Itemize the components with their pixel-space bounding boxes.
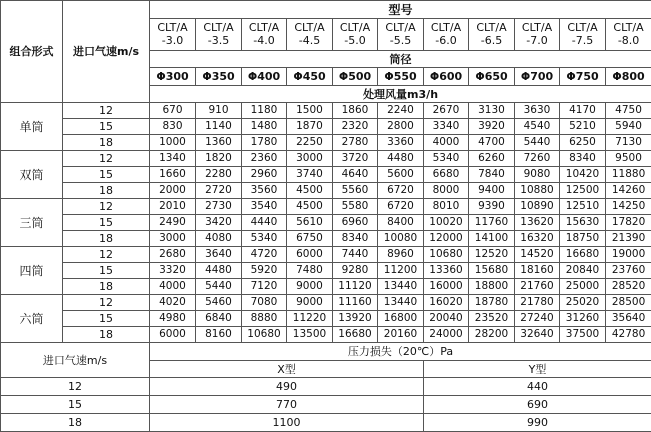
airflow-cell: 13440 <box>378 295 424 311</box>
airflow-cell: 19000 <box>606 247 651 263</box>
diameter-cell: Φ350 <box>196 68 242 86</box>
airflow-cell: 7080 <box>242 295 287 311</box>
airflow-cell: 20040 <box>424 311 469 327</box>
airflow-cell: 1500 <box>287 103 333 119</box>
model-line2: -8.0 <box>618 34 639 47</box>
airflow-cell: 7120 <box>242 279 287 295</box>
model-header-cell <box>560 19 606 51</box>
header-combination: 组合形式 <box>1 1 63 103</box>
model-header-cell <box>150 19 196 51</box>
airflow-cell: 4440 <box>242 215 287 231</box>
model-line1: CLT/A <box>385 21 415 34</box>
airflow-cell: 13620 <box>515 215 560 231</box>
x-type-header: X型 <box>150 361 424 378</box>
airflow-cell: 2730 <box>196 199 242 215</box>
airflow-cell: 9500 <box>606 151 651 167</box>
speed-cell: 12 <box>63 295 150 311</box>
group-name-cell: 双筒 <box>1 151 63 199</box>
airflow-cell: 10880 <box>515 183 560 199</box>
airflow-cell: 42780 <box>606 327 651 343</box>
diameter-cell: Φ600 <box>424 68 469 86</box>
speed-cell: 12 <box>63 103 150 119</box>
airflow-cell: 10020 <box>424 215 469 231</box>
airflow-cell: 3340 <box>424 119 469 135</box>
pressure-x-cell: 1100 <box>150 414 424 432</box>
airflow-cell: 2360 <box>242 151 287 167</box>
header-inlet-speed: 进口气速m/s <box>63 1 150 103</box>
airflow-cell: 6750 <box>287 231 333 247</box>
speed-cell: 15 <box>63 215 150 231</box>
table-row <box>1 263 651 279</box>
model-line1: CLT/A <box>203 21 233 34</box>
speed-cell: 18 <box>63 183 150 199</box>
airflow-cell: 2010 <box>150 199 196 215</box>
airflow-cell: 13920 <box>333 311 378 327</box>
airflow-cell: 5340 <box>424 151 469 167</box>
speed-cell: 12 <box>63 151 150 167</box>
table-row <box>1 215 651 231</box>
airflow-cell: 25020 <box>560 295 606 311</box>
model-line1: CLT/A <box>340 21 370 34</box>
airflow-cell: 9390 <box>469 199 515 215</box>
airflow-cell: 13500 <box>287 327 333 343</box>
airflow-cell: 10080 <box>378 231 424 247</box>
airflow-cell: 10890 <box>515 199 560 215</box>
airflow-cell: 9400 <box>469 183 515 199</box>
airflow-cell: 2800 <box>378 119 424 135</box>
airflow-cell: 5440 <box>515 135 560 151</box>
airflow-cell: 27240 <box>515 311 560 327</box>
airflow-cell: 3420 <box>196 215 242 231</box>
model-line2: -4.5 <box>299 34 320 47</box>
diameter-cell: Φ450 <box>287 68 333 86</box>
model-header-cell <box>287 19 333 51</box>
airflow-cell: 1180 <box>242 103 287 119</box>
model-header-cell <box>606 19 651 51</box>
model-line1: CLT/A <box>249 21 279 34</box>
airflow-cell: 16020 <box>424 295 469 311</box>
airflow-cell: 9280 <box>333 263 378 279</box>
airflow-cell: 5580 <box>333 199 378 215</box>
airflow-cell: 24000 <box>424 327 469 343</box>
speed-cell: 18 <box>63 279 150 295</box>
diameter-cell: Φ800 <box>606 68 651 86</box>
airflow-cell: 3630 <box>515 103 560 119</box>
airflow-cell: 6250 <box>560 135 606 151</box>
airflow-cell: 8960 <box>378 247 424 263</box>
airflow-cell: 2000 <box>150 183 196 199</box>
diameter-cell: Φ400 <box>242 68 287 86</box>
diameter-cell: Φ500 <box>333 68 378 86</box>
diameter-cell: Φ300 <box>150 68 196 86</box>
airflow-cell: 12510 <box>560 199 606 215</box>
airflow-cell: 5600 <box>378 167 424 183</box>
airflow-cell: 9000 <box>287 279 333 295</box>
table-row <box>1 151 651 167</box>
speed-cell: 18 <box>63 135 150 151</box>
airflow-cell: 830 <box>150 119 196 135</box>
pressure-inlet-header: 进口气速m/s <box>1 343 150 378</box>
airflow-cell: 5460 <box>196 295 242 311</box>
airflow-cell: 28500 <box>606 295 651 311</box>
airflow-cell: 2280 <box>196 167 242 183</box>
table-row <box>1 311 651 327</box>
model-line1: CLT/A <box>294 21 324 34</box>
pressure-y-cell: 440 <box>424 378 651 396</box>
airflow-cell: 18160 <box>515 263 560 279</box>
airflow-cell: 16000 <box>424 279 469 295</box>
airflow-cell: 14250 <box>606 199 651 215</box>
airflow-cell: 1000 <box>150 135 196 151</box>
speed-cell: 12 <box>63 247 150 263</box>
airflow-cell: 13440 <box>378 279 424 295</box>
airflow-cell: 16680 <box>333 327 378 343</box>
model-header-cell <box>378 19 424 51</box>
airflow-cell: 6720 <box>378 183 424 199</box>
y-type-header: Y型 <box>424 361 651 378</box>
model-line2: -5.5 <box>390 34 411 47</box>
airflow-cell: 5560 <box>333 183 378 199</box>
pressure-y-cell: 690 <box>424 396 651 414</box>
model-line1: CLT/A <box>613 21 643 34</box>
airflow-cell: 21760 <box>515 279 560 295</box>
airflow-cell: 6840 <box>196 311 242 327</box>
airflow-cell: 25000 <box>560 279 606 295</box>
airflow-cell: 2720 <box>196 183 242 199</box>
airflow-cell: 21390 <box>606 231 651 247</box>
table-row <box>1 327 651 343</box>
airflow-cell: 5340 <box>242 231 287 247</box>
model-line2: -7.5 <box>572 34 593 47</box>
airflow-cell: 1870 <box>287 119 333 135</box>
airflow-cell: 2670 <box>424 103 469 119</box>
pressure-row <box>1 396 651 414</box>
airflow-cell: 21780 <box>515 295 560 311</box>
airflow-cell: 4640 <box>333 167 378 183</box>
airflow-cell: 4020 <box>150 295 196 311</box>
pressure-speed-cell: 15 <box>1 396 150 414</box>
airflow-cell: 4480 <box>196 263 242 279</box>
airflow-cell: 28520 <box>606 279 651 295</box>
airflow-cell: 10680 <box>424 247 469 263</box>
airflow-cell: 3740 <box>287 167 333 183</box>
airflow-cell: 11120 <box>333 279 378 295</box>
airflow-cell: 35640 <box>606 311 651 327</box>
airflow-cell: 7840 <box>469 167 515 183</box>
model-header-cell <box>469 19 515 51</box>
airflow-cell: 8000 <box>424 183 469 199</box>
airflow-cell: 5920 <box>242 263 287 279</box>
airflow-cell: 20840 <box>560 263 606 279</box>
airflow-cell: 8340 <box>333 231 378 247</box>
airflow-cell: 3720 <box>333 151 378 167</box>
airflow-cell: 6720 <box>378 199 424 215</box>
airflow-cell: 2320 <box>333 119 378 135</box>
pressure-loss-header: 压力损失（20℃）Pa <box>150 343 651 361</box>
airflow-cell: 23760 <box>606 263 651 279</box>
airflow-cell: 14260 <box>606 183 651 199</box>
airflow-cell: 2960 <box>242 167 287 183</box>
airflow-cell: 6260 <box>469 151 515 167</box>
pressure-speed-cell: 12 <box>1 378 150 396</box>
airflow-cell: 6000 <box>150 327 196 343</box>
airflow-cell: 4500 <box>287 199 333 215</box>
airflow-cell: 4000 <box>424 135 469 151</box>
model-line1: CLT/A <box>567 21 597 34</box>
airflow-cell: 8340 <box>560 151 606 167</box>
table-row <box>1 199 651 215</box>
table-row <box>1 103 651 119</box>
pressure-x-cell: 770 <box>150 396 424 414</box>
airflow-cell: 20160 <box>378 327 424 343</box>
model-line2: -7.0 <box>526 34 547 47</box>
speed-cell: 12 <box>63 199 150 215</box>
pressure-y-cell: 990 <box>424 414 651 432</box>
model-line1: CLT/A <box>157 21 187 34</box>
airflow-cell: 6960 <box>333 215 378 231</box>
airflow-cell: 8400 <box>378 215 424 231</box>
airflow-cell: 18800 <box>469 279 515 295</box>
airflow-cell: 3000 <box>287 151 333 167</box>
airflow-cell: 3360 <box>378 135 424 151</box>
group-name-cell: 三筒 <box>1 199 63 247</box>
airflow-cell: 3540 <box>242 199 287 215</box>
header-airflow: 处理风量m3/h <box>150 86 651 103</box>
airflow-cell: 4750 <box>606 103 651 119</box>
airflow-cell: 14100 <box>469 231 515 247</box>
group-name-cell: 六筒 <box>1 295 63 343</box>
model-header-cell <box>515 19 560 51</box>
airflow-cell: 2240 <box>378 103 424 119</box>
table-row <box>1 279 651 295</box>
diameter-cell: Φ550 <box>378 68 424 86</box>
airflow-cell: 7130 <box>606 135 651 151</box>
airflow-cell: 3000 <box>150 231 196 247</box>
airflow-cell: 2680 <box>150 247 196 263</box>
airflow-cell: 3640 <box>196 247 242 263</box>
airflow-cell: 5940 <box>606 119 651 135</box>
airflow-cell: 5610 <box>287 215 333 231</box>
diameter-cell: Φ750 <box>560 68 606 86</box>
airflow-cell: 7440 <box>333 247 378 263</box>
table-row <box>1 167 651 183</box>
model-line2: -3.0 <box>162 34 183 47</box>
airflow-cell: 6680 <box>424 167 469 183</box>
model-header-cell <box>424 19 469 51</box>
model-line2: -4.0 <box>253 34 274 47</box>
airflow-cell: 3320 <box>150 263 196 279</box>
airflow-cell: 23520 <box>469 311 515 327</box>
airflow-cell: 3130 <box>469 103 515 119</box>
model-line2: -6.5 <box>481 34 502 47</box>
airflow-cell: 11760 <box>469 215 515 231</box>
pressure-x-cell: 490 <box>150 378 424 396</box>
airflow-cell: 4000 <box>150 279 196 295</box>
airflow-cell: 5440 <box>196 279 242 295</box>
airflow-cell: 8880 <box>242 311 287 327</box>
airflow-cell: 7260 <box>515 151 560 167</box>
airflow-cell: 15630 <box>560 215 606 231</box>
diameter-cell: Φ700 <box>515 68 560 86</box>
diameter-cell: Φ650 <box>469 68 515 86</box>
model-header-cell <box>196 19 242 51</box>
airflow-cell: 12000 <box>424 231 469 247</box>
airflow-cell: 6000 <box>287 247 333 263</box>
airflow-cell: 1860 <box>333 103 378 119</box>
airflow-cell: 1360 <box>196 135 242 151</box>
airflow-cell: 11220 <box>287 311 333 327</box>
airflow-cell: 910 <box>196 103 242 119</box>
table-row <box>1 247 651 263</box>
model-header-cell <box>242 19 287 51</box>
airflow-cell: 12520 <box>469 247 515 263</box>
speed-cell: 15 <box>63 263 150 279</box>
airflow-cell: 5210 <box>560 119 606 135</box>
airflow-cell: 9080 <box>515 167 560 183</box>
airflow-cell: 1480 <box>242 119 287 135</box>
airflow-cell: 1820 <box>196 151 242 167</box>
airflow-cell: 1660 <box>150 167 196 183</box>
model-header-cell <box>333 19 378 51</box>
airflow-cell: 670 <box>150 103 196 119</box>
header-diameter: 筒径 <box>150 51 651 68</box>
airflow-cell: 18780 <box>469 295 515 311</box>
airflow-cell: 13360 <box>424 263 469 279</box>
airflow-cell: 11880 <box>606 167 651 183</box>
airflow-cell: 1340 <box>150 151 196 167</box>
airflow-cell: 8160 <box>196 327 242 343</box>
airflow-cell: 31260 <box>560 311 606 327</box>
airflow-cell: 4700 <box>469 135 515 151</box>
airflow-cell: 15680 <box>469 263 515 279</box>
airflow-cell: 3920 <box>469 119 515 135</box>
airflow-cell: 4980 <box>150 311 196 327</box>
table-row <box>1 295 651 311</box>
airflow-cell: 17820 <box>606 215 651 231</box>
speed-cell: 15 <box>63 119 150 135</box>
table-row <box>1 135 651 151</box>
table-row <box>1 183 651 199</box>
header-model: 型号 <box>150 1 651 19</box>
airflow-cell: 8010 <box>424 199 469 215</box>
airflow-cell: 16320 <box>515 231 560 247</box>
model-line1: CLT/A <box>522 21 552 34</box>
airflow-cell: 4500 <box>287 183 333 199</box>
airflow-cell: 4540 <box>515 119 560 135</box>
airflow-cell: 11200 <box>378 263 424 279</box>
airflow-cell: 37500 <box>560 327 606 343</box>
group-name-cell: 单筒 <box>1 103 63 151</box>
speed-cell: 18 <box>63 231 150 247</box>
airflow-cell: 2780 <box>333 135 378 151</box>
pressure-row <box>1 378 651 396</box>
speed-cell: 18 <box>63 327 150 343</box>
airflow-cell: 4170 <box>560 103 606 119</box>
speed-cell: 15 <box>63 167 150 183</box>
airflow-cell: 2490 <box>150 215 196 231</box>
airflow-cell: 4720 <box>242 247 287 263</box>
table-row <box>1 119 651 135</box>
airflow-cell: 16680 <box>560 247 606 263</box>
airflow-cell: 10420 <box>560 167 606 183</box>
model-line2: -5.0 <box>344 34 365 47</box>
airflow-cell: 3560 <box>242 183 287 199</box>
airflow-cell: 1140 <box>196 119 242 135</box>
airflow-cell: 28200 <box>469 327 515 343</box>
airflow-cell: 7480 <box>287 263 333 279</box>
airflow-cell: 2250 <box>287 135 333 151</box>
airflow-cell: 11160 <box>333 295 378 311</box>
speed-cell: 15 <box>63 311 150 327</box>
model-line2: -3.5 <box>208 34 229 47</box>
airflow-cell: 10680 <box>242 327 287 343</box>
airflow-cell: 12500 <box>560 183 606 199</box>
airflow-cell: 16800 <box>378 311 424 327</box>
airflow-cell: 4080 <box>196 231 242 247</box>
airflow-cell: 32640 <box>515 327 560 343</box>
airflow-cell: 14520 <box>515 247 560 263</box>
model-line1: CLT/A <box>476 21 506 34</box>
table-row <box>1 231 651 247</box>
model-line1: CLT/A <box>431 21 461 34</box>
airflow-cell: 9000 <box>287 295 333 311</box>
group-name-cell: 四筒 <box>1 247 63 295</box>
airflow-cell: 1780 <box>242 135 287 151</box>
airflow-cell: 4480 <box>378 151 424 167</box>
pressure-speed-cell: 18 <box>1 414 150 432</box>
airflow-cell: 18750 <box>560 231 606 247</box>
model-line2: -6.0 <box>435 34 456 47</box>
